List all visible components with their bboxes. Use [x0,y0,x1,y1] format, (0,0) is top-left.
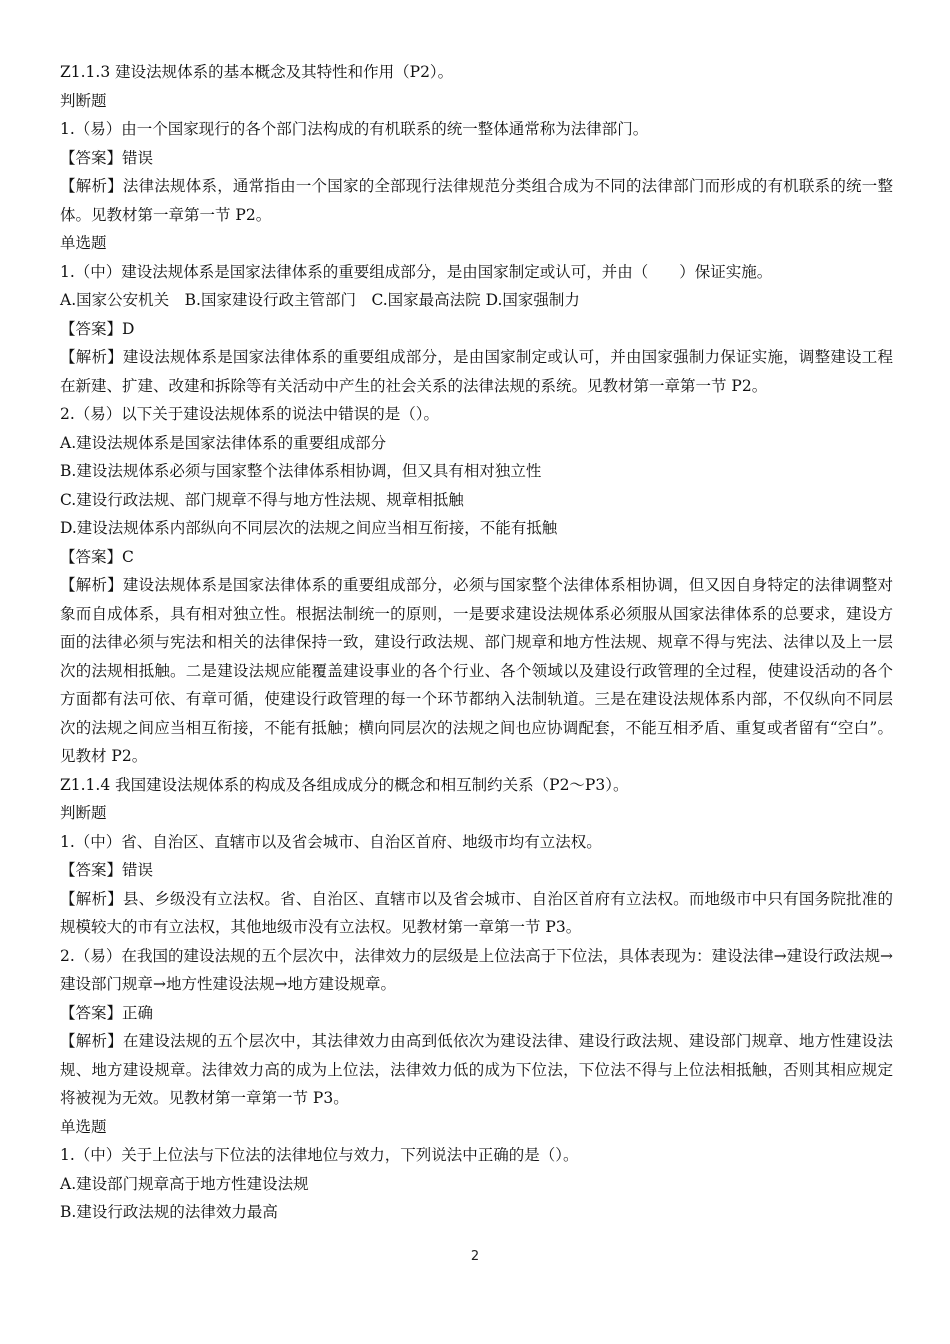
question-text: 1.（易）由一个国家现行的各个部门法构成的有机联系的统一整体通常称为法律部门。 [60,120,649,138]
question-text: 1.（中）省、自治区、直辖市以及省会城市、自治区首府、地级市均有立法权。 [60,832,602,851]
question-type-label: 判断题 [60,91,107,110]
question-type-label: 判断题 [60,804,107,822]
answer-text: 【答案】错误 [60,861,154,879]
answer-option: C.建设行政法规、部门规章不得与地方性法规、规章相抵触 [60,490,464,509]
answer-text: 【答案】D [60,319,135,338]
answer-options: A.国家公安机关 B.国家建设行政主管部门 C.国家最高法院 D.国家强制力 [60,291,580,309]
answer-option: A.建设部门规章高于地方性建设法规 [60,1174,309,1193]
page-number: 2 [470,1249,480,1264]
answer-text: 【答案】正确 [60,1003,154,1022]
answer-text: 【答案】C [60,547,134,566]
question-text: 2.（易）以下关于建设法规体系的说法中错误的是（）。 [60,405,440,423]
explanation-text: 【解析】县、乡级没有立法权。省、自治区、直辖市以及省会城市、自治区首府有立法权。而地级市中只有国务院批准的规模较大的市有立法权，其他地级市没有立法权。见教材第一章第一节 P3。 [60,889,893,936]
explanation-text: 【解析】法律法规体系，通常指由一个国家的全部现行法律规范分类组合成为不同的法律部门而形成的有机联系的统一整体。见教材第一章第一节 P2。 [60,177,893,224]
question-text: 1.（中）建设法规体系是国家法律体系的重要组成部分，是由国家制定或认可，并由（ ）保证实施。 [60,262,773,281]
question-type-label: 单选题 [60,1117,107,1136]
answer-option: B.建设行政法规的法律效力最高 [60,1203,278,1221]
section-heading: Z1.1.4 我国建设法规体系的构成及各组成成分的概念和相互制约关系（P2～P3）。 [60,775,629,794]
explanation-text: 【解析】建设法规体系是国家法律体系的重要组成部分，必须与国家整个法律体系相协调，但又因自身特定的法律调整对象而自成体系，具有相对独立性。根据法制统一的原则，一是要求建设法规体系必须服从国家法律体系的总要求，建设方面的法律必须与宪法和相关的法律保持一致，建设行政法规、部门规章和地方性法规、规章不得与宪法、法律以及上一层次的法规相抵触。二是建设法规应能覆盖建设事业的各个行业、各个领域以及建设行政管理的全过程，使建设活动的各个方面都有法可依、有章可循，使建设行政管理的每一个环节都纳入法制轨道。三是在建设法规体系内部，不仅纵向不同层次的法规之间应当相互衔接，不能有抵触；横向同层次的法规之间也应协调配套，不能互相矛盾、重复或者留有“空白”。见教材 P2。 [60,576,893,765]
answer-text: 【答案】错误 [60,148,154,167]
explanation-text: 【解析】建设法规体系是国家法律体系的重要组成部分，是由国家制定或认可，并由国家强制力保证实施，调整建设工程在新建、扩建、改建和拆除等有关活动中产生的社会关系的法律法规的系统。见教材第一章第一节 P2。 [60,348,893,395]
answer-option: B.建设法规体系必须与国家整个法律体系相协调，但又具有相对独立性 [60,462,542,480]
question-text: 2.（易）在我国的建设法规的五个层次中，法律效力的层级是上位法高于下位法，具体表现为：建设法律→建设行政法规→建设部门规章→地方性建设法规→地方建设规章。 [60,946,893,993]
section-heading: Z1.1.3 建设法规体系的基本概念及其特性和作用（P2）。 [60,63,454,81]
answer-option: D.建设法规体系内部纵向不同层次的法规之间应当相互衔接，不能有抵触 [60,519,558,537]
question-text: 1.（中）关于上位法与下位法的法律地位与效力，下列说法中正确的是（）。 [60,1146,579,1164]
question-type-label: 单选题 [60,234,107,252]
document-body [60,58,893,1227]
explanation-text: 【解析】在建设法规的五个层次中，其法律效力由高到低依次为建设法律、建设行政法规、建设部门规章、地方性建设法规、地方建设规章。法律效力高的成为上位法，法律效力低的成为下位法，下位法不得与上位法相抵触，否则其相应规定将被视为无效。见教材第一章第一节 P3。 [60,1032,893,1107]
answer-option: A.建设法规体系是国家法律体系的重要组成部分 [60,433,387,452]
